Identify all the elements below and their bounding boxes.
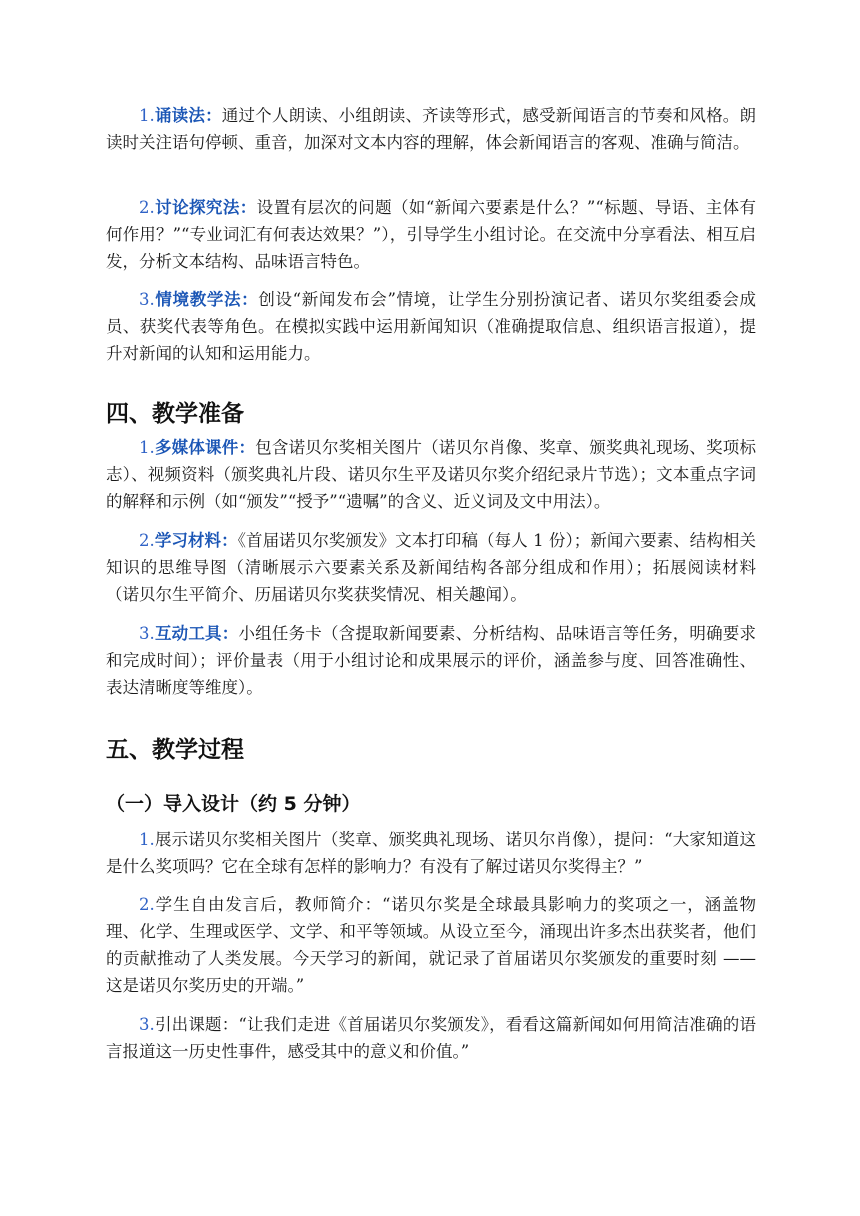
- term-colon: ：: [205, 106, 222, 125]
- prep-text: 包含诺贝尔奖相关图片（诺贝尔肖像、奖章、颁奖典礼现场、奖项标志）、视频资料（颁奖典礼片段、诺贝尔生平及诺贝尔奖介绍纪录片节选）；文本重点字词的解释和示例（如“颁发”“授予”“遗嘱”的含义、近义词及文中用法）。: [106, 438, 757, 511]
- section-heading-preparation: 四、教学准备: [106, 401, 244, 427]
- prep-item-materials: [106, 527, 756, 608]
- section-heading-process: 五、教学过程: [106, 737, 244, 763]
- prep-term: 互动工具: [154, 624, 222, 643]
- prep-item-tools: [106, 620, 756, 701]
- item-number: 1.: [139, 106, 155, 125]
- item-number: 1.: [139, 438, 155, 457]
- intro-step-2: [106, 891, 756, 999]
- item-number: 3.: [139, 624, 155, 643]
- term-colon: ：: [238, 438, 256, 457]
- item-number: 1.: [139, 830, 155, 849]
- item-number: 2.: [139, 895, 155, 914]
- step-text: 学生自由发言后，教师简介：“诺贝尔奖是全球最具影响力的奖项之一，涵盖物理、化学、生理或医学、文学、和平等领域。从设立至今，涌现出许多杰出获奖者，他们的贡献推动了人类发展。今天学习的新闻，就记录了首届诺贝尔奖颁发的重要时刻 —— 这是诺贝尔奖历史的开端。”: [106, 895, 756, 995]
- method-term: 情境教学法: [154, 290, 242, 309]
- item-number: 2.: [139, 531, 155, 550]
- step-text: 展示诺贝尔奖相关图片（奖章、颁奖典礼现场、诺贝尔肖像），提问：“大家知道这是什么奖项吗？它在全球有怎样的影响力？有没有了解过诺贝尔奖得主？”: [106, 830, 756, 876]
- prep-item-multimedia: [106, 434, 756, 515]
- method-situational: [106, 286, 756, 367]
- prep-text: 小组任务卡（含提取新闻要素、分析结构、品味语言等任务，明确要求和完成时间）；评价量表（用于小组讨论和成果展示的评价，涵盖参与度、回答准确性、表达清晰度等维度）。: [106, 624, 757, 697]
- step-text: 引出课题：“让我们走进《首届诺贝尔奖颁发》，看看这篇新闻如何用简洁准确的语言报道这一历史性事件，感受其中的意义和价值。”: [106, 1015, 756, 1061]
- method-term: 讨论探究法: [154, 198, 240, 217]
- prep-term: 学习材料: [154, 531, 222, 550]
- term-colon: ：: [221, 531, 238, 550]
- method-text: 通过个人朗读、小组朗读、齐读等形式，感受新闻语言的节奏和风格。朗读时关注语句停顿、重音，加深对文本内容的理解，体会新闻语言的客观、准确与简洁。: [106, 106, 757, 152]
- term-colon: ：: [241, 290, 259, 309]
- subsection-heading-intro: （一）导入设计（约 5 分钟）: [106, 793, 361, 815]
- method-text: 设置有层次的问题（如“新闻六要素是什么？”“标题、导语、主体有何作用？”“专业词汇有何表达效果？”），引导学生小组讨论。在交流中分享看法、相互启发，分析文本结构、品味语言特色。: [106, 198, 757, 271]
- prep-text: 《首届诺贝尔奖颁发》文本打印稿（每人 1 份）；新闻六要素、结构相关知识的思维导图（清晰展示六要素关系及新闻结构各部分组成和作用）；拓展阅读材料（诺贝尔生平简介、历届诺贝尔奖获奖情况、相关趣闻）。: [106, 531, 757, 604]
- term-colon: ：: [239, 198, 257, 217]
- item-number: 3.: [139, 290, 155, 309]
- intro-step-3: [106, 1011, 756, 1065]
- item-number: 2.: [139, 198, 155, 217]
- intro-step-1: [106, 826, 756, 880]
- prep-term: 多媒体课件: [154, 438, 239, 457]
- method-discussion: [106, 194, 756, 275]
- method-text: 创设“新闻发布会”情境，让学生分别扮演记者、诺贝尔奖组委会成员、获奖代表等角色。在模拟实践中运用新闻知识（准确提取信息、组织语言报道），提升对新闻的认知和运用能力。: [106, 290, 757, 363]
- term-colon: ：: [221, 624, 239, 643]
- method-reading: [106, 102, 756, 156]
- method-term: 诵读法: [154, 106, 206, 125]
- item-number: 3.: [139, 1015, 155, 1034]
